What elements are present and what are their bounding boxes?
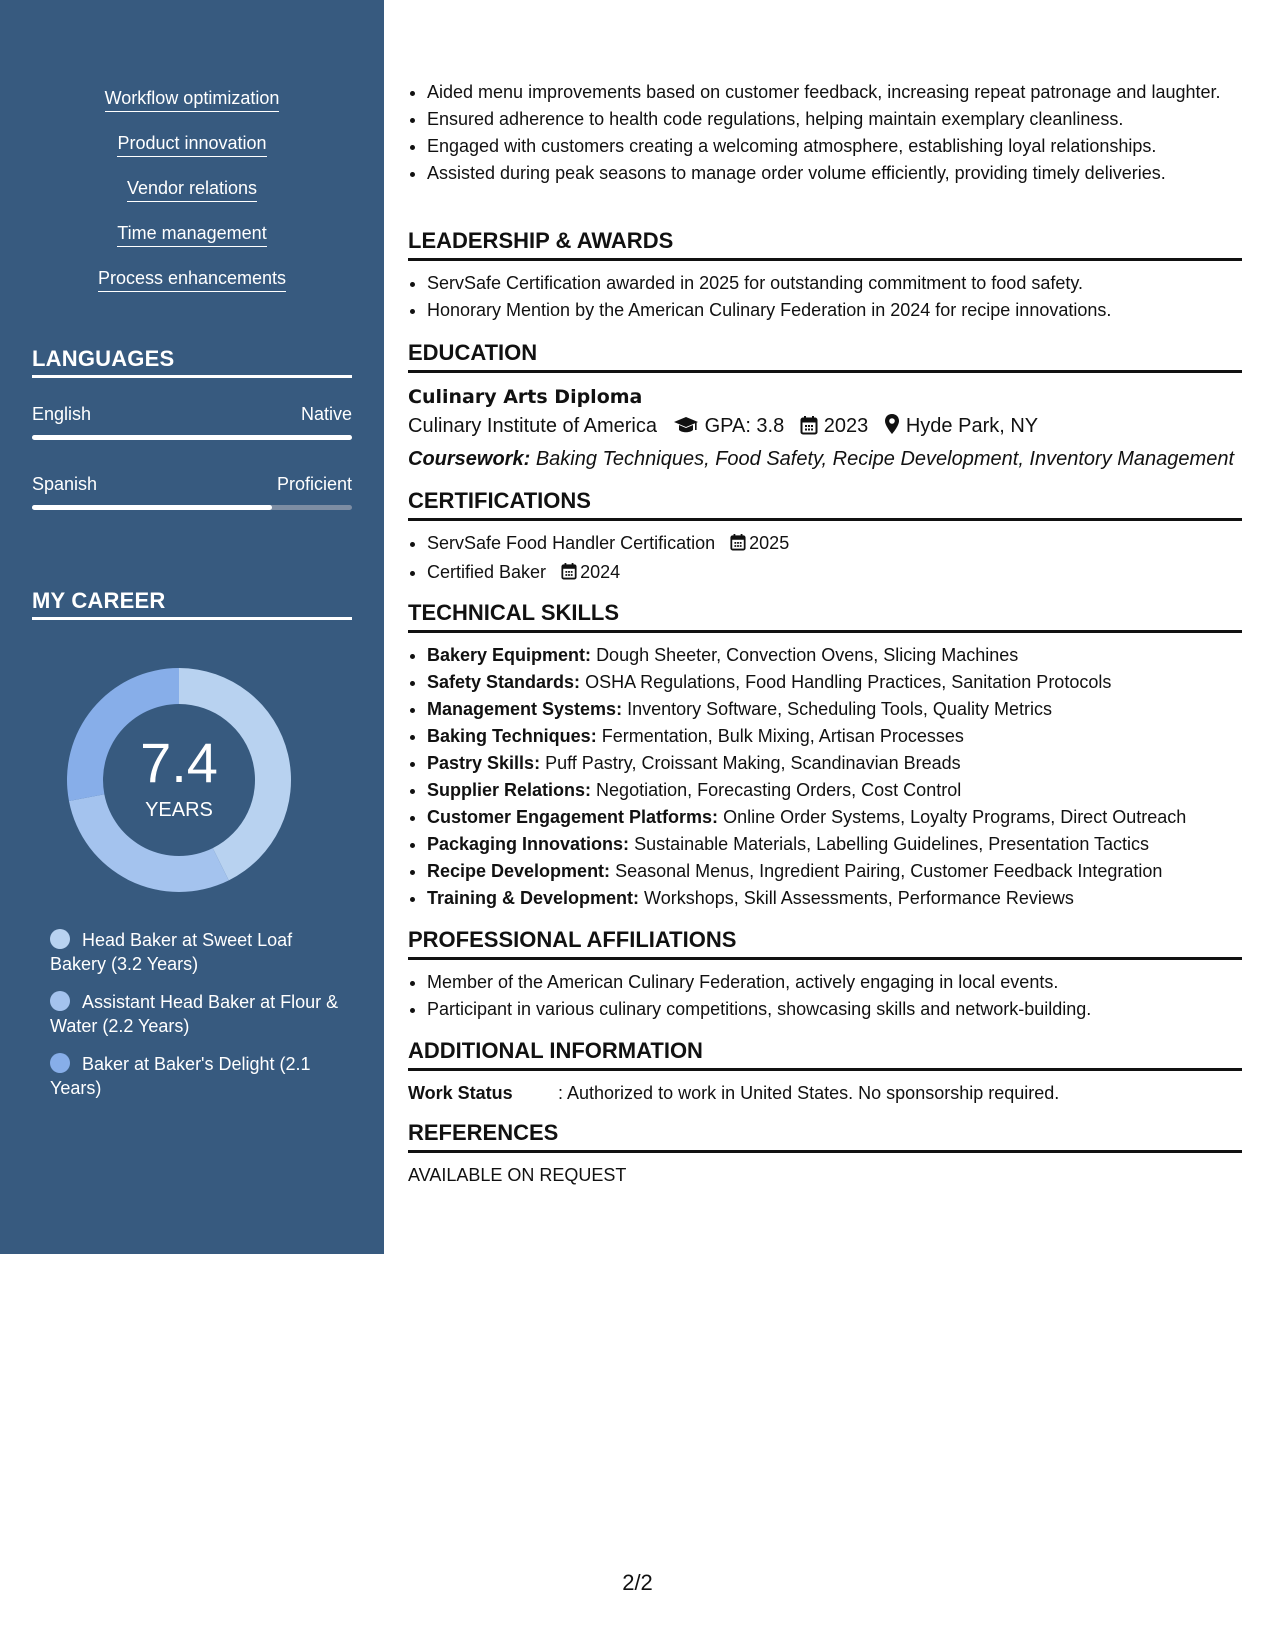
career-years-unit: YEARS xyxy=(145,799,213,821)
affiliation-item: • Member of the American Culinary Federation, actively engaging in local events. xyxy=(427,970,1242,994)
school-location: Hyde Park, NY xyxy=(905,415,1039,437)
work-status-row xyxy=(408,1081,1242,1105)
career-total-years: 7.4 xyxy=(140,731,218,794)
skill-values: Workshops, Skill Assessments, Performance Reviews xyxy=(644,888,1074,908)
career-legend-item xyxy=(50,928,350,976)
skill-category: Bakery Equipment: xyxy=(427,645,592,665)
skill-item: Vendor relations xyxy=(127,176,257,202)
language-level: Proficient xyxy=(276,474,352,494)
coursework-list: Baking Techniques, Food Safety, Recipe Development, Inventory Management xyxy=(535,448,1234,470)
affiliation-item: • Participant in various culinary competitions, showcasing skills and network-building. xyxy=(427,997,1242,1021)
language-bar xyxy=(32,505,352,510)
references-heading: REFERENCES xyxy=(408,1120,1242,1153)
technical-skill-item xyxy=(427,886,1242,910)
skill-category: Baking Techniques: xyxy=(427,726,597,746)
skill-category: Recipe Development: xyxy=(427,861,611,881)
work-status-value: : Authorized to work in United States. No sponsorship required. xyxy=(558,1083,1060,1103)
career-donut-chart xyxy=(66,667,292,893)
experience-bullet: • Aided menu improvements based on customer feedback, increasing repeat patronage and laughter. xyxy=(427,80,1242,104)
gpa: GPA: 3.8 xyxy=(704,415,785,437)
certification-name: ServSafe Food Handler Certification xyxy=(427,533,716,553)
references-text: AVAILABLE ON REQUEST xyxy=(408,1165,627,1185)
coursework xyxy=(408,444,1242,474)
graduation-cap-icon xyxy=(673,414,699,444)
affiliations-section xyxy=(408,927,1242,1024)
technical-skills-heading: TECHNICAL SKILLS xyxy=(408,600,1242,633)
education-details xyxy=(408,411,1242,444)
career-legend-label: Head Baker at Sweet Loaf Bakery (3.2 Years) xyxy=(50,930,293,974)
language-name: English xyxy=(32,404,92,424)
additional-info-section xyxy=(408,1038,1242,1105)
coursework-label: Coursework: xyxy=(408,448,531,470)
sidebar xyxy=(0,0,384,1254)
legend-dot-icon xyxy=(50,991,70,1011)
technical-skill-item xyxy=(427,805,1242,829)
location-pin-icon xyxy=(884,413,900,444)
skills-list xyxy=(0,86,384,311)
experience-section xyxy=(408,80,1242,188)
skill-category: Packaging Innovations: xyxy=(427,834,630,854)
skill-values: Puff Pastry, Croissant Making, Scandinavian Breads xyxy=(545,753,961,773)
graduation-year: 2023 xyxy=(823,415,869,437)
calendar-icon xyxy=(561,562,577,586)
technical-skill-item xyxy=(427,778,1242,802)
skill-values: Sustainable Materials, Labelling Guidelines, Presentation Tactics xyxy=(634,834,1150,854)
skill-item: Time management xyxy=(117,221,266,247)
technical-skill-item xyxy=(427,859,1242,883)
career-legend-label: Baker at Baker's Delight (2.1 Years) xyxy=(50,1054,311,1098)
certification-year: 2024 xyxy=(580,562,621,582)
languages-heading: LANGUAGES xyxy=(32,346,352,378)
career-legend xyxy=(50,928,350,1114)
language-name: Spanish xyxy=(32,474,98,494)
language-bar-fill xyxy=(32,435,352,440)
legend-dot-icon xyxy=(50,929,70,949)
technical-skill-item xyxy=(427,832,1242,856)
skill-item: Product innovation xyxy=(117,131,266,157)
certification-name: Certified Baker xyxy=(427,562,547,582)
certifications-section xyxy=(408,488,1242,589)
degree-name: Culinary Arts Diploma xyxy=(408,386,643,408)
skill-values: Fermentation, Bulk Mixing, Artisan Processes xyxy=(601,726,964,746)
affiliations-heading: PROFESSIONAL AFFILIATIONS xyxy=(408,927,1242,960)
technical-skills-section xyxy=(408,600,1242,913)
technical-skill-item xyxy=(427,697,1242,721)
education-heading: EDUCATION xyxy=(408,340,1242,373)
skill-values: Dough Sheeter, Convection Ovens, Slicing Machines xyxy=(596,645,1019,665)
skill-category: Customer Engagement Platforms: xyxy=(427,807,719,827)
education-section xyxy=(408,340,1242,474)
skill-item: Workflow optimization xyxy=(105,86,280,112)
career-legend-label: Assistant Head Baker at Flour & Water (2.2 Years) xyxy=(50,992,339,1036)
certifications-heading: CERTIFICATIONS xyxy=(408,488,1242,521)
skill-category: Safety Standards: xyxy=(427,672,581,692)
additional-info-heading: ADDITIONAL INFORMATION xyxy=(408,1038,1242,1071)
award-item: • Honorary Mention by the American Culinary Federation in 2024 for recipe innovations. xyxy=(427,298,1242,322)
skill-category: Training & Development: xyxy=(427,888,640,908)
language-row xyxy=(32,404,352,425)
career-heading: MY CAREER xyxy=(32,588,352,620)
leadership-heading: LEADERSHIP & AWARDS xyxy=(408,228,1242,261)
skill-values: Inventory Software, Scheduling Tools, Quality Metrics xyxy=(627,699,1052,719)
technical-skill-item xyxy=(427,670,1242,694)
award-item: • ServSafe Certification awarded in 2025 for outstanding commitment to food safety. xyxy=(427,271,1242,295)
skill-values: Online Order Systems, Loyalty Programs, Direct Outreach xyxy=(723,807,1187,827)
experience-bullet: • Engaged with customers creating a welcoming atmosphere, establishing loyal relationships. xyxy=(427,134,1242,158)
experience-bullet: • Ensured adherence to health code regulations, helping maintain exemplary cleanliness. xyxy=(427,107,1242,131)
technical-skill-item xyxy=(427,724,1242,748)
language-bar xyxy=(32,435,352,440)
career-legend-item xyxy=(50,990,350,1038)
language-level: Native xyxy=(300,404,352,424)
technical-skill-item xyxy=(427,643,1242,667)
legend-dot-icon xyxy=(50,1053,70,1073)
certification-item xyxy=(427,560,1242,586)
skill-values: Negotiation, Forecasting Orders, Cost Control xyxy=(596,780,962,800)
technical-skill-item xyxy=(427,751,1242,775)
certification-year: 2025 xyxy=(749,533,790,553)
skill-category: Supplier Relations: xyxy=(427,780,592,800)
calendar-icon xyxy=(730,533,746,557)
skill-values: Seasonal Menus, Ingredient Pairing, Customer Feedback Integration xyxy=(615,861,1163,881)
references-section xyxy=(408,1120,1242,1187)
skill-item: Process enhancements xyxy=(98,266,286,292)
skill-category: Management Systems: xyxy=(427,699,623,719)
work-status-label: Work Status xyxy=(408,1083,513,1103)
career-legend-item xyxy=(50,1052,350,1100)
skill-values: OSHA Regulations, Food Handling Practices, Sanitation Protocols xyxy=(585,672,1112,692)
page-number: 2/2 xyxy=(622,1570,653,1595)
experience-bullet: • Assisted during peak seasons to manage order volume efficiently, providing timely deliveries. xyxy=(427,161,1242,185)
certification-item xyxy=(427,531,1242,557)
leadership-section xyxy=(408,228,1242,325)
skill-category: Pastry Skills: xyxy=(427,753,541,773)
language-row xyxy=(32,474,352,495)
calendar-icon xyxy=(800,414,818,444)
school-name: Culinary Institute of America xyxy=(408,415,657,437)
language-bar-fill xyxy=(32,505,272,510)
